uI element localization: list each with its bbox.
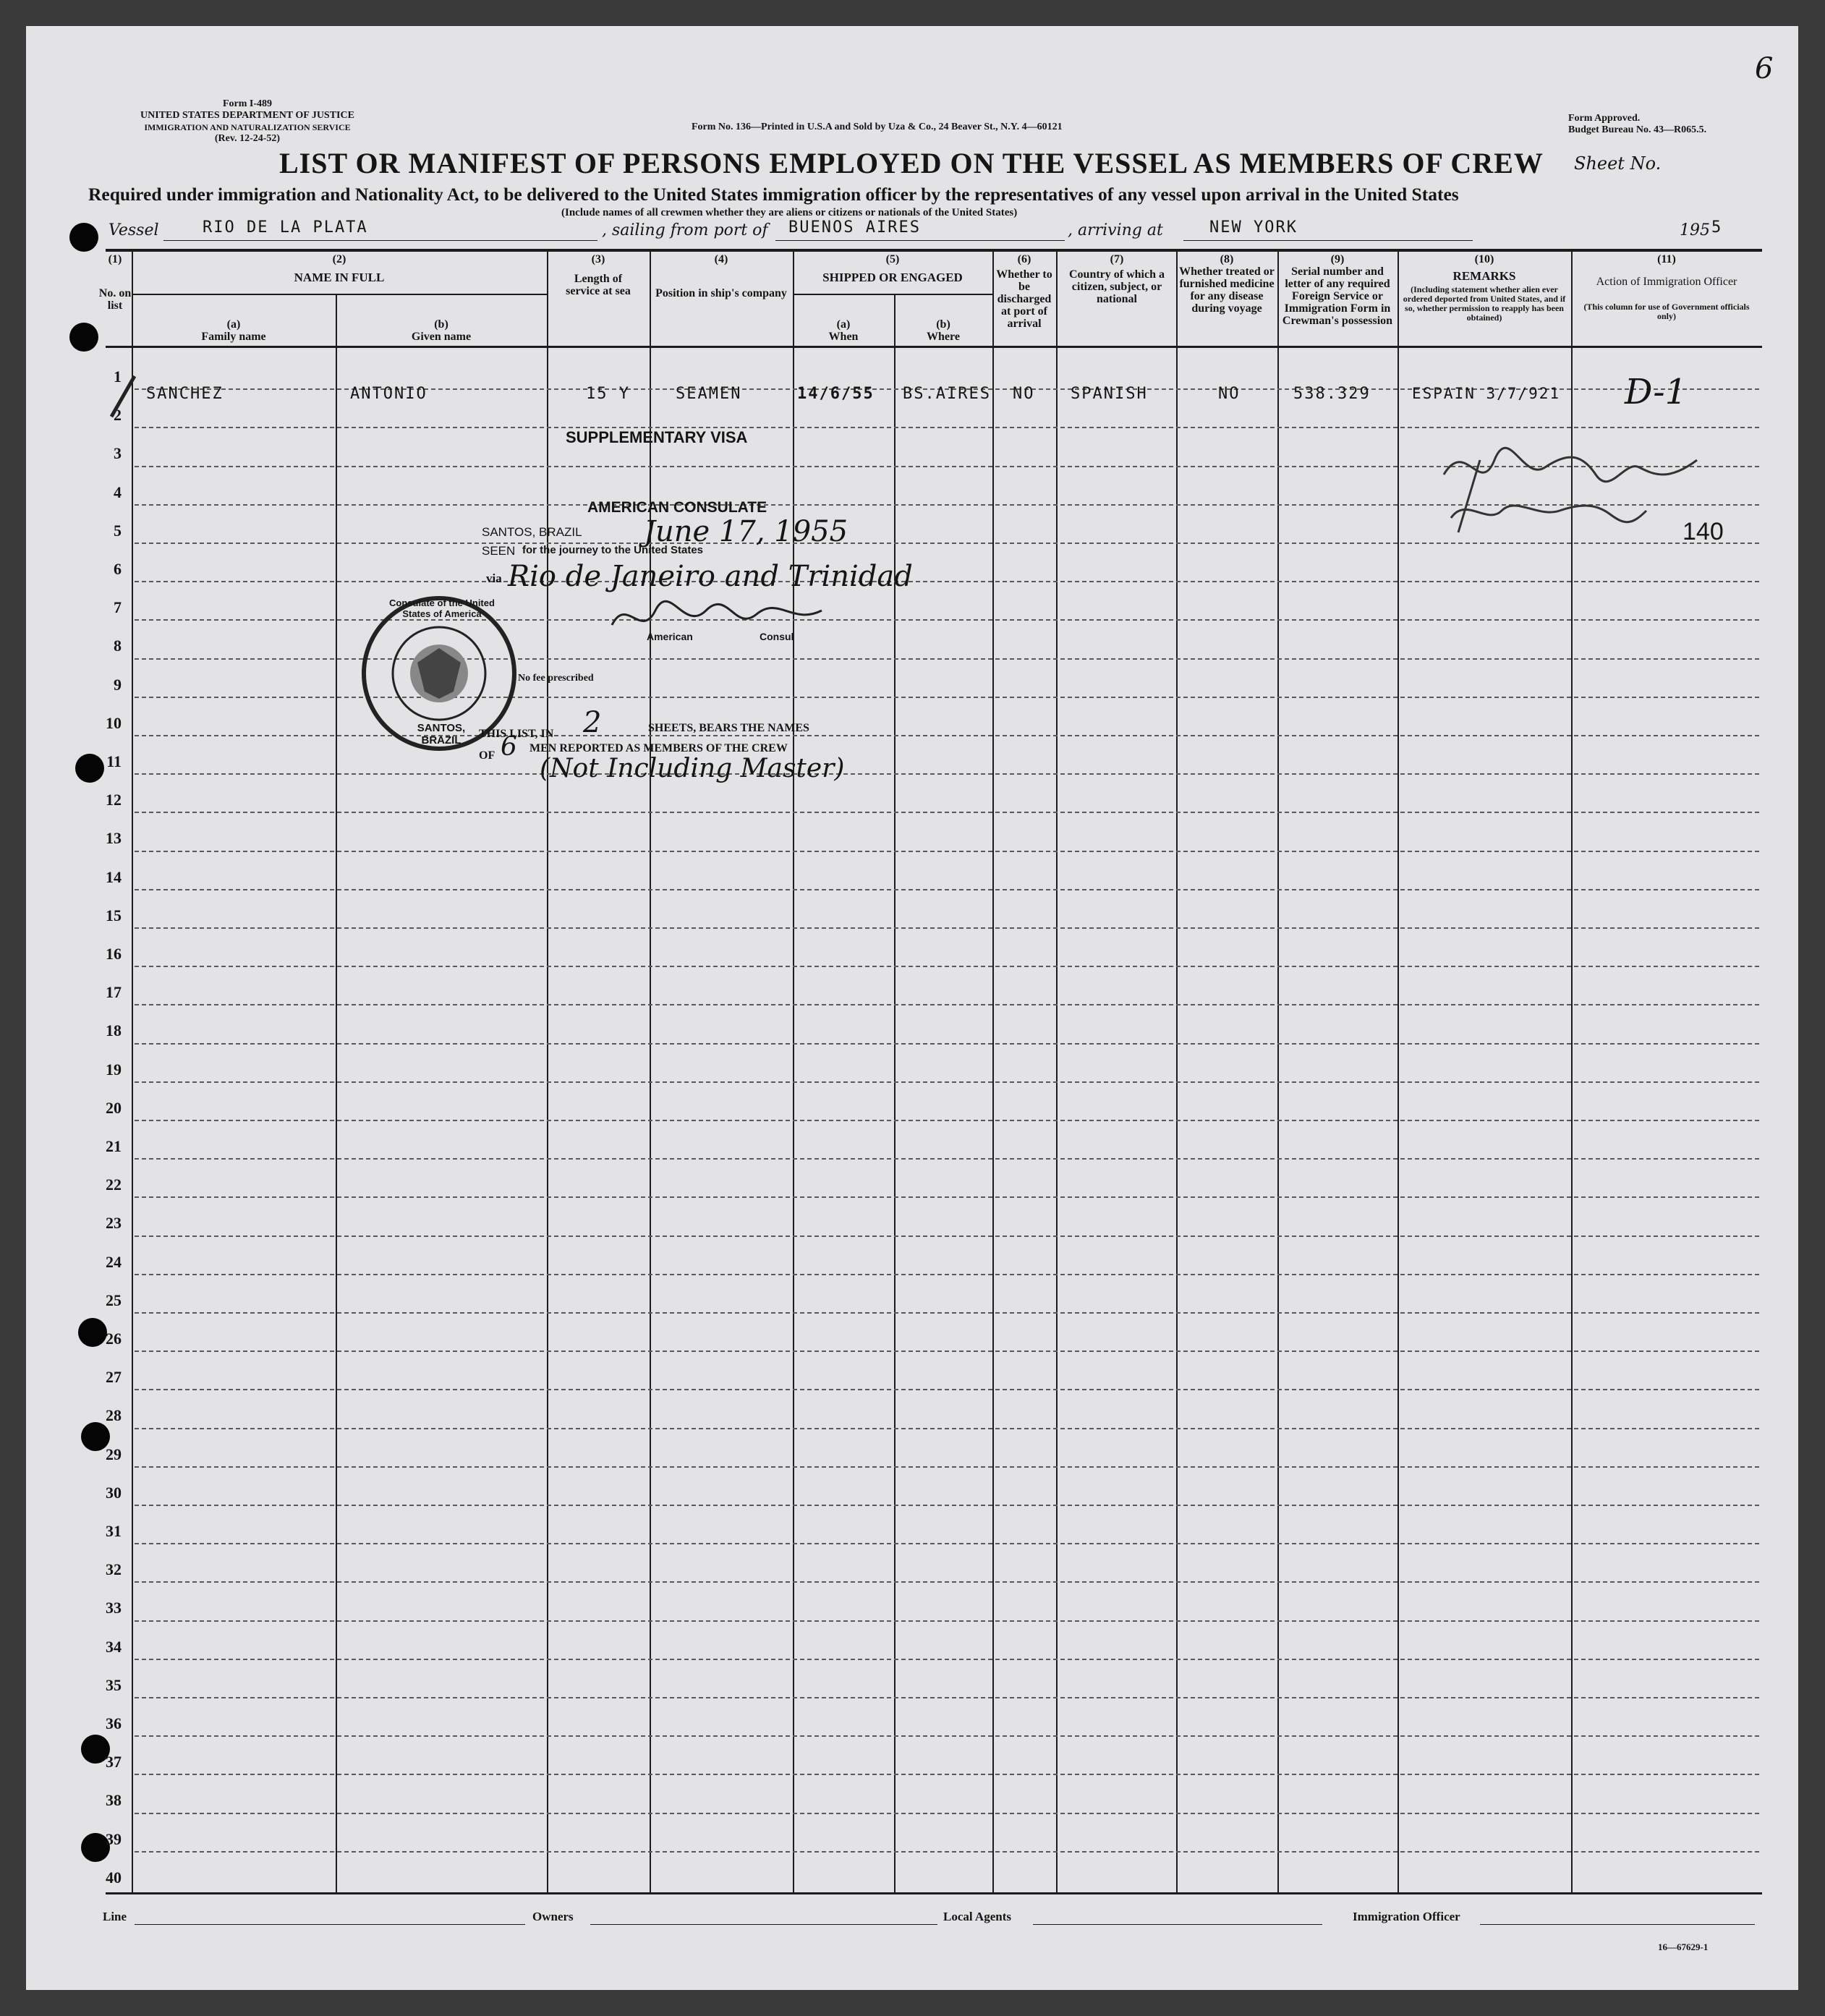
row-number: 11 [106, 752, 122, 770]
row-number: 6 [114, 560, 122, 578]
year-suffix: 5 [1711, 218, 1722, 237]
row-number: 31 [106, 1522, 122, 1540]
row-number: 25 [106, 1290, 122, 1309]
row-number: 7 [114, 598, 122, 617]
supplementary-visa: SUPPLEMENTARY VISA [566, 428, 748, 446]
row-number: 1 [114, 367, 122, 386]
vessel-name: RIO DE LA PLATA [203, 218, 368, 237]
margin-number: 140 [1683, 518, 1724, 545]
row-rule [135, 1581, 1759, 1583]
row-rule [135, 1235, 1759, 1237]
col-divider [336, 295, 337, 1894]
footer-line-label: Line [103, 1910, 127, 1923]
row-number: 15 [106, 906, 122, 924]
row-number: 10 [106, 713, 122, 732]
row-rule [135, 1158, 1759, 1160]
col-divider [1277, 250, 1279, 1894]
subtitle: Required under immigration and Nationality Act, to be delivered to the United States immigration officer by the representatives of any vessel upon arrival in the United States [88, 184, 1459, 205]
arriving-label: , arriving at [1068, 221, 1163, 239]
row-number: 21 [106, 1137, 122, 1155]
entry-remarks: ESPAIN 3/7/921 [1412, 385, 1561, 402]
tick-mark [106, 373, 142, 424]
row-number: 35 [106, 1675, 122, 1694]
row-number: 30 [106, 1483, 122, 1502]
row-number: 13 [106, 829, 122, 848]
row-number: 14 [106, 867, 122, 886]
col-header-action: (11) Action of Immigration Officer (This column for use of Government officials only) [1583, 253, 1750, 321]
subheader-rule [793, 294, 992, 295]
footer-line-underline [135, 1924, 525, 1925]
seal-top-text: Consulate of the United States of America [389, 597, 495, 619]
row-rule [135, 581, 1759, 582]
seal-bottom-text: SANTOS, BRAZIL [417, 722, 466, 747]
entry-medicine: NO [1218, 385, 1241, 403]
row-number: 20 [106, 1098, 122, 1117]
row-rule [135, 966, 1759, 967]
col-header-position: (4) Position in ship's company [655, 253, 787, 299]
row-rule [135, 1043, 1759, 1045]
port-underline [775, 240, 1065, 241]
row-number: 40 [106, 1868, 122, 1887]
row-number: 18 [106, 1021, 122, 1040]
row-number: 28 [106, 1406, 122, 1425]
footer-agents-underline [1033, 1924, 1322, 1925]
col-divider [1056, 250, 1058, 1894]
row-rule [135, 1697, 1759, 1698]
arrival-port: NEW YORK [1209, 218, 1298, 237]
col-header-shipped: (5) SHIPPED OR ENGAGED [822, 253, 963, 284]
entry-country: SPANISH [1071, 385, 1148, 403]
row-number: 16 [106, 945, 122, 963]
printer-line: Form No. 136—Printed in U.S.A and Sold by Uza & Co., 24 Beaver St., N.Y. 4—60121 [692, 122, 1063, 132]
consul-signature [605, 596, 836, 639]
vessel-label: Vessel [109, 221, 159, 239]
consulate-place: SANTOS, BRAZIL [482, 525, 582, 539]
row-number: 29 [106, 1445, 122, 1463]
col-divider [1176, 250, 1178, 1894]
col-header-serial: (9) Serial number and letter of any required Foreign Service or Immigration Form in Crewman's possession [1282, 253, 1393, 327]
entry-where: BS.AIRES [903, 385, 991, 403]
entry-discharge: NO [1013, 385, 1035, 403]
row-rule [135, 543, 1759, 544]
row-rule [135, 1543, 1759, 1544]
entry-family-name: SANCHEZ [146, 385, 224, 403]
sheet-number-label: Sheet No. [1574, 153, 1662, 174]
footer-owners-underline [590, 1924, 937, 1925]
stamp-consul: Consul [760, 631, 794, 642]
row-number: 24 [106, 1252, 122, 1271]
row-rule [135, 427, 1759, 428]
stamp-men: 6 [501, 732, 517, 762]
stamp-this-list: THIS LIST, IN [479, 728, 554, 740]
row-rule [135, 1004, 1759, 1005]
col-divider [1398, 250, 1399, 1894]
col-header-when: (a) When [828, 318, 859, 343]
page-title: LIST OR MANIFEST OF PERSONS EMPLOYED ON THE VESSEL AS MEMBERS OF CREW [279, 147, 1544, 179]
row-number: 8 [114, 637, 122, 655]
row-rule [135, 1196, 1759, 1198]
col-divider [547, 250, 548, 1894]
col-header-given: (b) Given name [411, 318, 472, 343]
row-number: 23 [106, 1214, 122, 1233]
entry-when: 14/6/55 [797, 385, 875, 403]
row-rule [135, 812, 1759, 813]
arrival-underline [1183, 240, 1473, 241]
footer-code: 16—67629-1 [1658, 1941, 1709, 1952]
stamp-sheets: 2 [583, 706, 602, 739]
row-number: 2 [114, 406, 122, 425]
footer-officer-underline [1480, 1924, 1755, 1925]
punch-hole [69, 323, 98, 352]
year-prefix: 195 [1680, 221, 1710, 239]
stamp-via-route: Rio de Janeiro and Trinidad [508, 560, 913, 593]
col-header-country: (7) Country of which a citizen, subject, or national [1068, 253, 1165, 305]
row-number: 37 [106, 1753, 122, 1772]
row-number: 27 [106, 1368, 122, 1387]
row-number: 17 [106, 983, 122, 1002]
stamp-sheets-rest: SHEETS, BEARS THE NAMES [648, 722, 809, 734]
entry-serial: 538.329 [1293, 385, 1371, 403]
stamp-american: American [647, 631, 693, 642]
row-rule [135, 927, 1759, 929]
col-header-discharge: (6) Whether to be discharged at port of arrival [996, 253, 1052, 330]
col-header-family: (a) Family name [201, 318, 266, 343]
stamp-seen: SEEN [482, 544, 516, 558]
footer-owners-label: Owners [532, 1910, 574, 1923]
stamp-via: via [486, 571, 502, 585]
row-rule [135, 1351, 1759, 1352]
stamp-not-including: (Not Including Master) [540, 754, 845, 783]
row-number: 4 [114, 482, 122, 501]
row-number: 33 [106, 1599, 122, 1617]
col-header-service: (3) Length of service at sea [566, 253, 631, 297]
row-number: 32 [106, 1560, 122, 1579]
stamp-men-rest: MEN REPORTED AS MEMBERS OF THE CREW [529, 742, 788, 754]
stamp-fee: No fee prescribed [518, 673, 594, 684]
subheader-rule [132, 294, 547, 295]
row-rule [135, 1312, 1759, 1314]
row-rule [135, 1620, 1759, 1622]
row-rule [135, 1813, 1759, 1814]
page-number-mark: 6 [1755, 52, 1774, 85]
stamp-date: June 17, 1955 [644, 515, 848, 548]
row-rule [135, 1735, 1759, 1737]
footer-agents-label: Local Agents [943, 1910, 1011, 1923]
row-rule [135, 773, 1759, 775]
row-rule [135, 1274, 1759, 1275]
col-divider [894, 295, 896, 1894]
row-number: 5 [114, 521, 122, 540]
form-approval: Form Approved. Budget Bureau No. 43—R065.5. [1568, 113, 1707, 135]
row-number: 19 [106, 1060, 122, 1079]
col-header-name: (2) NAME IN FULL [294, 253, 385, 284]
col-divider [992, 250, 994, 1894]
consulate-label: AMERICAN CONSULATE [587, 499, 767, 516]
sailing-label: , sailing from port of [602, 221, 768, 239]
row-number: 38 [106, 1791, 122, 1810]
form-header-left: Form I-489 UNITED STATES DEPARTMENT OF JUSTICE IMMIGRATION AND NATURALIZATION SERVICE (Rev. 12-24-52) [140, 98, 354, 144]
col-header-remarks: (10) REMARKS (Including statement whether alien ever ordered deported from United States, and if so, whether permission to reapply has been obtained) [1403, 253, 1566, 323]
row-rule [135, 889, 1759, 890]
row-number: 26 [106, 1330, 122, 1348]
row-number: 34 [106, 1637, 122, 1656]
punch-hole [69, 223, 98, 252]
footer-officer-label: Immigration Officer [1353, 1910, 1460, 1923]
include-note: (Include names of all crewmen whether they are aliens or citizens or nationals of the United States) [561, 207, 1018, 218]
row-rule [135, 1081, 1759, 1083]
row-rule [135, 1505, 1759, 1506]
col-divider [650, 250, 651, 1894]
col-header-medicine: (8) Whether treated or furnished medicine for any disease during voyage [1179, 253, 1275, 315]
row-rule [135, 851, 1759, 852]
sailing-port: BUENOS AIRES [788, 218, 921, 237]
row-number: 39 [106, 1829, 122, 1848]
row-rule [135, 1466, 1759, 1468]
manifest-sheet [26, 26, 1798, 1990]
row-number: 3 [114, 444, 122, 463]
entry-action: D-1 [1625, 372, 1688, 412]
stamp-of: OF [479, 749, 495, 762]
row-rule [135, 1389, 1759, 1390]
header-bottom-rule [106, 346, 1762, 348]
row-rule [135, 1774, 1759, 1775]
table-bottom-rule [106, 1892, 1762, 1894]
row-rule [135, 1851, 1759, 1853]
row-rule [135, 1428, 1759, 1429]
row-number: 9 [114, 675, 122, 694]
entry-given-name: ANTONIO [350, 385, 427, 403]
row-number: 12 [106, 791, 122, 809]
row-rule [135, 1120, 1759, 1121]
entry-service: 15 Y [586, 385, 630, 403]
col-divider [132, 250, 133, 1894]
col-header-no: (1) No. on list [98, 253, 132, 312]
row-number: 36 [106, 1714, 122, 1732]
row-number: 22 [106, 1175, 122, 1194]
vessel-underline [163, 240, 597, 241]
table-top-rule [106, 249, 1762, 252]
row-rule [135, 1659, 1759, 1660]
col-header-where: (b) Where [927, 318, 960, 343]
entry-position: SEAMEN [676, 385, 742, 403]
stamp-seen-rest: for the journey to the United States [522, 544, 704, 556]
col-divider [793, 250, 794, 1894]
